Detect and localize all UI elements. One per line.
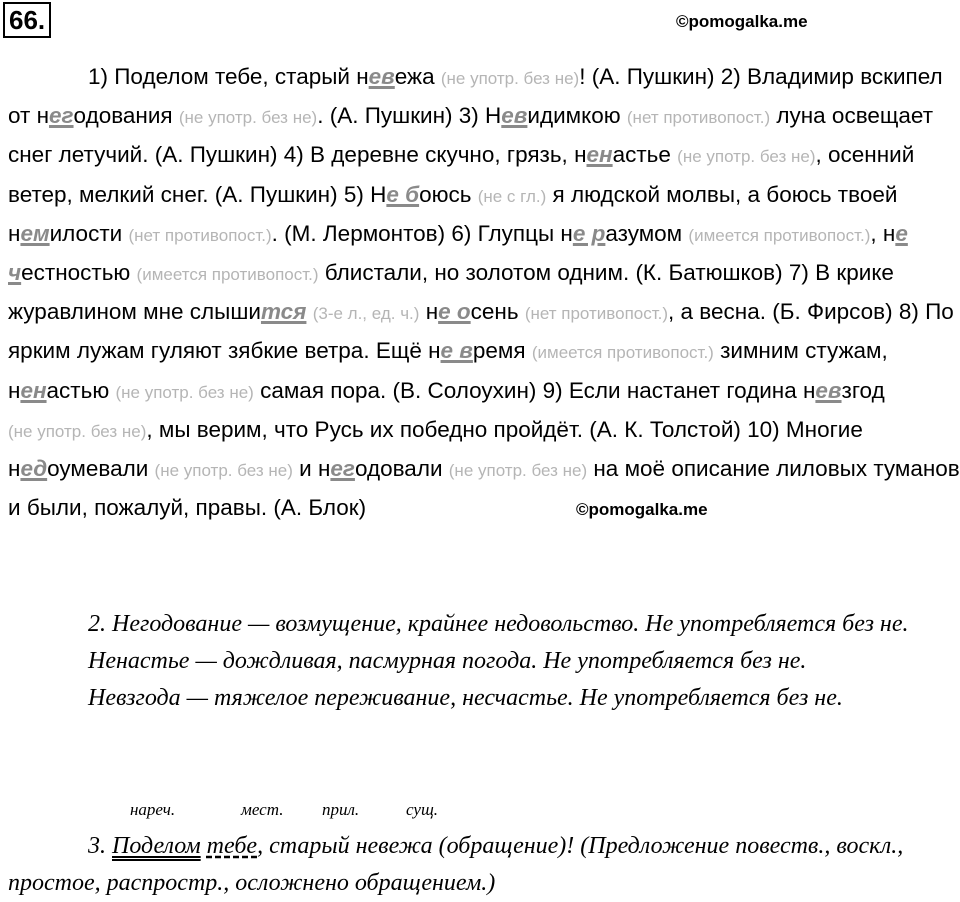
sentence-9: 9) Если настанет година невзгод (не употр. без не), мы верим, что Русь их победно пройдёт. (А. К. Толстой) (8, 377, 885, 442)
task-3-block (8, 828, 948, 902)
grammar-note: (нет противопост.) (128, 225, 272, 245)
grammar-note: (не употр. без не) (440, 69, 580, 88)
highlighted-letters: е р (572, 220, 606, 246)
highlighted-letters: ен (20, 377, 47, 403)
highlighted-letters: е ч (8, 220, 908, 286)
sentence-4: 4) В деревне скучно, грязь, ненастье (не употр. без не), осенний ветер, мелкий снег. (А. Пушкин) (8, 142, 915, 207)
sentence-8: 8) По ярким лужам гуляют зябкие ветра. Ещё не время (имеется противопост.) зимним стужам, ненастью (не употр. без не) самая пора. (В. Солоухин) (8, 299, 954, 403)
task-2-block (8, 606, 948, 717)
sentence-5: 5) Не боюсь (не с гл.) я людской молвы, а боюсь твоей немилости (нет противопост.). (М. Лермонтов) (8, 181, 898, 246)
grammar-note: (не употр. без не) (154, 461, 293, 481)
task-number: 66. (3, 2, 51, 38)
highlighted-letters: е б (386, 181, 420, 207)
grammar-note: (имеется противопост.) (688, 225, 871, 245)
sentence-2: 2) Владимир вскипел от негодования (не употр. без не). (А. Пушкин) (8, 64, 943, 129)
grammar-note: (не употр. без не) (677, 147, 816, 167)
task-3-text: 3. Поделом тебе, старый невежа (обращение)! (Предложение повеств., воскл., простое, распростр., осложнено обращением.) (8, 833, 904, 896)
highlighted-letters: ег (49, 103, 74, 129)
grammar-note: (имеется противопост.) (531, 343, 714, 363)
definition-nenastye: Ненастье — дождливая, пасмурная погода. Не употребляется без не. (88, 648, 807, 674)
part-of-speech-labels (0, 800, 960, 824)
label-adverb: нареч. (130, 800, 176, 819)
watermark-top: ©pomogalka.me (676, 12, 808, 31)
grammar-note: (не употр. без не) (115, 382, 254, 402)
highlighted-letters: ег (330, 456, 355, 482)
highlighted-letters: ем (20, 220, 50, 246)
highlighted-letters: ед (20, 456, 48, 482)
sentence-1: 1) Поделом тебе, старый невежа (не употр. без не)! (А. Пушкин) (88, 64, 715, 89)
sentence-6: 6) Глупцы не разумом (имеется противопост.), не честностью (имеется противопост.) блистали, но золотом одним. (К. Батюшков) (8, 220, 908, 286)
highlighted-letters: ен (586, 142, 613, 168)
highlighted-letters: тся (260, 299, 307, 325)
grammar-note: (не с гл.) (477, 186, 547, 206)
grammar-note: (не употр. без не) (8, 421, 147, 441)
definition-negodovanie: 2. Негодование — возмущение, крайнее недовольство. Не употребляется без не. (88, 611, 909, 637)
underlined-word-tebe: тебе (206, 833, 258, 859)
sentence-3: 3) Невидимкою (нет противопост.) луна освещает снег летучий. (А. Пушкин) (8, 103, 934, 168)
grammar-note: (не употр. без не) (178, 108, 318, 128)
watermark-middle: ©pomogalka.me (576, 500, 708, 519)
grammar-note: (нет противопост.) (524, 304, 669, 324)
highlighted-letters: ев (368, 64, 395, 89)
exercise-paragraph (8, 58, 960, 526)
highlighted-letters: е о (438, 299, 471, 325)
grammar-note: (не употр. без не) (448, 461, 588, 481)
grammar-note: (нет противопост.) (626, 108, 771, 128)
exercise-text (8, 58, 960, 526)
highlighted-letters: е в (440, 338, 473, 364)
label-adjective: прил. (322, 800, 360, 819)
grammar-note: (имеется противопост.) (136, 265, 319, 285)
sentence-10: 10) Многие недоумевали (не употр. без не) и негодовали (не употр. без не) на моё описание лиловых туманов и были, пожалуй, правы. (А. Блок) (8, 416, 960, 521)
grammar-note: (3-е л., ед. ч.) (312, 304, 420, 324)
label-noun: сущ. (406, 800, 439, 819)
label-pronoun: мест. (241, 800, 284, 819)
sentence-7: 7) В крике журавлином мне слышится (3-е л., ед. ч.) не осень (нет противопост.), а весна. (Б. Фирсов) (8, 260, 894, 325)
definition-nevzgoda: Невзгода — тяжелое переживание, несчастье. Не употребляется без не. (88, 685, 843, 711)
highlighted-letters: ев (815, 377, 842, 403)
highlighted-letters: ев (501, 103, 528, 129)
underlined-word-poledom: Поделом (112, 833, 201, 859)
